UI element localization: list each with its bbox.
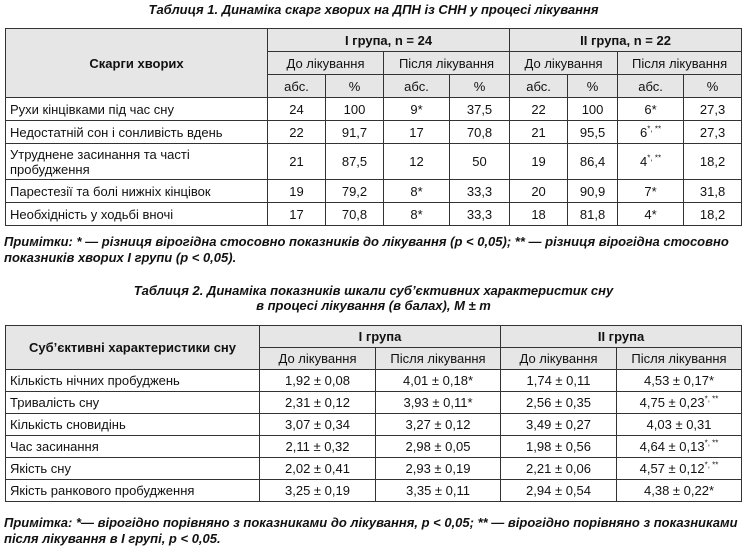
row-label: Час засинання	[6, 436, 260, 458]
col-complaints-header: Скарги хворих	[6, 29, 268, 98]
cell: 100	[326, 98, 384, 121]
table1-title: Таблиця 1. Динаміка скарг хворих на ДПН із СНН у процесі лікування	[148, 2, 599, 17]
cell: 2,11 ± 0,32	[260, 436, 376, 458]
cell: 1,74 ± 0,11	[501, 370, 617, 392]
cell: 22	[268, 121, 326, 144]
cell: 1,98 ± 0,56	[501, 436, 617, 458]
cell-value: 4,57 ± 0,12	[639, 461, 705, 476]
cell: 37,5	[450, 98, 510, 121]
row-label: Якість ранкового пробудження	[6, 480, 260, 502]
cell: 90,9	[568, 180, 618, 203]
cell: 6*	[618, 98, 684, 121]
sleep-characteristics-table	[5, 325, 742, 502]
cell: 70,8	[326, 203, 384, 226]
cell: 21	[510, 121, 568, 144]
cell: 3,27 ± 0,12	[376, 414, 501, 436]
cell: 79,2	[326, 180, 384, 203]
abs-header: абс.	[510, 75, 568, 98]
cell	[618, 144, 684, 180]
table-row	[6, 414, 742, 436]
cell-value: 4,75 ± 0,23	[639, 395, 705, 410]
cell: 86,4	[568, 144, 618, 180]
cell: 22	[510, 98, 568, 121]
group1-header: I група, n = 24	[268, 29, 510, 52]
table-row	[6, 480, 742, 502]
cell: 1,92 ± 0,08	[260, 370, 376, 392]
cell: 18,2	[684, 203, 742, 226]
cell: 4*	[618, 203, 684, 226]
table-row	[6, 458, 742, 480]
significance-mark: *, **	[704, 394, 719, 404]
cell: 100	[568, 98, 618, 121]
table-row	[6, 98, 742, 121]
row-label: Парестезії та болі нижніх кінцівок	[6, 180, 268, 203]
g2-after-header: Після лікування	[618, 52, 742, 75]
cell: 19	[268, 180, 326, 203]
table2-title-line2: в процесі лікування (в балах), M ± m	[256, 298, 491, 313]
row-label: Кількість нічних пробуджень	[6, 370, 260, 392]
cell-value: 4	[640, 154, 648, 169]
table-row	[6, 392, 742, 414]
cell: 18,2	[684, 144, 742, 180]
table2-title	[0, 283, 747, 313]
cell: 33,3	[450, 180, 510, 203]
row-label: Необхідність у ходьбі вночі	[6, 203, 268, 226]
abs-header: абс.	[268, 75, 326, 98]
table2-title-line1: Таблиця 2. Динаміка показників шкали суб’єктивних характеристик сну	[133, 283, 614, 298]
cell: 3,07 ± 0,34	[260, 414, 376, 436]
table2-note: Примітка: *— вірогідно порівняно з показниками до лікування, p < 0,05; ** — вірогідно порівняно з показниками після лікування в I групі, p < 0,05.	[4, 515, 738, 546]
cell: 2,98 ± 0,05	[376, 436, 501, 458]
row-label: Рухи кінцівками під час сну	[6, 98, 268, 121]
cell-value: 4,64 ± 0,13	[639, 439, 705, 454]
cell: 12	[384, 144, 450, 180]
cell	[617, 458, 742, 480]
cell: 2,94 ± 0,54	[501, 480, 617, 502]
cell: 20	[510, 180, 568, 203]
cell: 9*	[384, 98, 450, 121]
cell: 91,7	[326, 121, 384, 144]
g2-before-header: До лікування	[501, 348, 617, 370]
row-label: Кількість сновидінь	[6, 414, 260, 436]
cell: 19	[510, 144, 568, 180]
cell: 2,21 ± 0,06	[501, 458, 617, 480]
table1-note: Примітки: * — різниця вірогідна стосовно показників до лікування (p < 0,05); ** — різниця вірогідна стосовно показників хворих I групи (p < 0,05).	[4, 234, 729, 265]
pct-header: %	[450, 75, 510, 98]
cell: 8*	[384, 180, 450, 203]
pct-header: %	[326, 75, 384, 98]
abs-header: абс.	[384, 75, 450, 98]
cell	[617, 392, 742, 414]
significance-mark: *, **	[704, 438, 719, 448]
significance-mark: *, **	[647, 124, 662, 134]
cell: 3,49 ± 0,27	[501, 414, 617, 436]
table-row	[6, 370, 742, 392]
group2-header: II група	[501, 326, 742, 348]
cell: 4,03 ± 0,31	[617, 414, 742, 436]
cell	[617, 436, 742, 458]
cell: 50	[450, 144, 510, 180]
pct-header: %	[684, 75, 742, 98]
cell: 70,8	[450, 121, 510, 144]
row-label: Недостатній сон і сонливість вдень	[6, 121, 268, 144]
cell: 33,3	[450, 203, 510, 226]
group2-header: II група, n = 22	[510, 29, 742, 52]
cell: 4,01 ± 0,18*	[376, 370, 501, 392]
cell: 2,56 ± 0,35	[501, 392, 617, 414]
cell: 81,8	[568, 203, 618, 226]
significance-mark: *, **	[647, 153, 662, 163]
cell: 2,31 ± 0,12	[260, 392, 376, 414]
table-row	[6, 180, 742, 203]
cell: 24	[268, 98, 326, 121]
cell: 95,5	[568, 121, 618, 144]
g1-after-header: Після лікування	[384, 52, 510, 75]
g1-after-header: Після лікування	[376, 348, 501, 370]
g2-before-header: До лікування	[510, 52, 618, 75]
cell: 7*	[618, 180, 684, 203]
table-row	[6, 144, 742, 180]
cell	[618, 121, 684, 144]
cell-value: 6	[640, 124, 648, 140]
g2-after-header: Після лікування	[617, 348, 742, 370]
group1-header: I група	[260, 326, 501, 348]
cell: 87,5	[326, 144, 384, 180]
cell: 2,93 ± 0,19	[376, 458, 501, 480]
cell: 3,93 ± 0,11*	[376, 392, 501, 414]
cell: 31,8	[684, 180, 742, 203]
g1-before-header: До лікування	[268, 52, 384, 75]
col-characteristics-header: Суб’єктивні характеристики сну	[6, 326, 260, 370]
row-label: Якість сну	[6, 458, 260, 480]
cell: 4,38 ± 0,22*	[617, 480, 742, 502]
cell: 21	[268, 144, 326, 180]
row-label: Утруднене засинання та часті пробудження	[6, 144, 268, 180]
cell: 18	[510, 203, 568, 226]
cell: 27,3	[684, 98, 742, 121]
cell: 4,53 ± 0,17*	[617, 370, 742, 392]
table-row	[6, 203, 742, 226]
cell: 8*	[384, 203, 450, 226]
cell: 3,35 ± 0,11	[376, 480, 501, 502]
complaints-table	[5, 28, 742, 226]
table-row	[6, 121, 742, 144]
abs-header: абс.	[618, 75, 684, 98]
pct-header: %	[568, 75, 618, 98]
g1-before-header: До лікування	[260, 348, 376, 370]
significance-mark: *, **	[704, 460, 719, 470]
cell: 27,3	[684, 121, 742, 144]
cell: 2,02 ± 0,41	[260, 458, 376, 480]
row-label: Тривалість сну	[6, 392, 260, 414]
cell: 17	[268, 203, 326, 226]
table-row	[6, 436, 742, 458]
cell: 17	[384, 121, 450, 144]
cell: 3,25 ± 0,19	[260, 480, 376, 502]
